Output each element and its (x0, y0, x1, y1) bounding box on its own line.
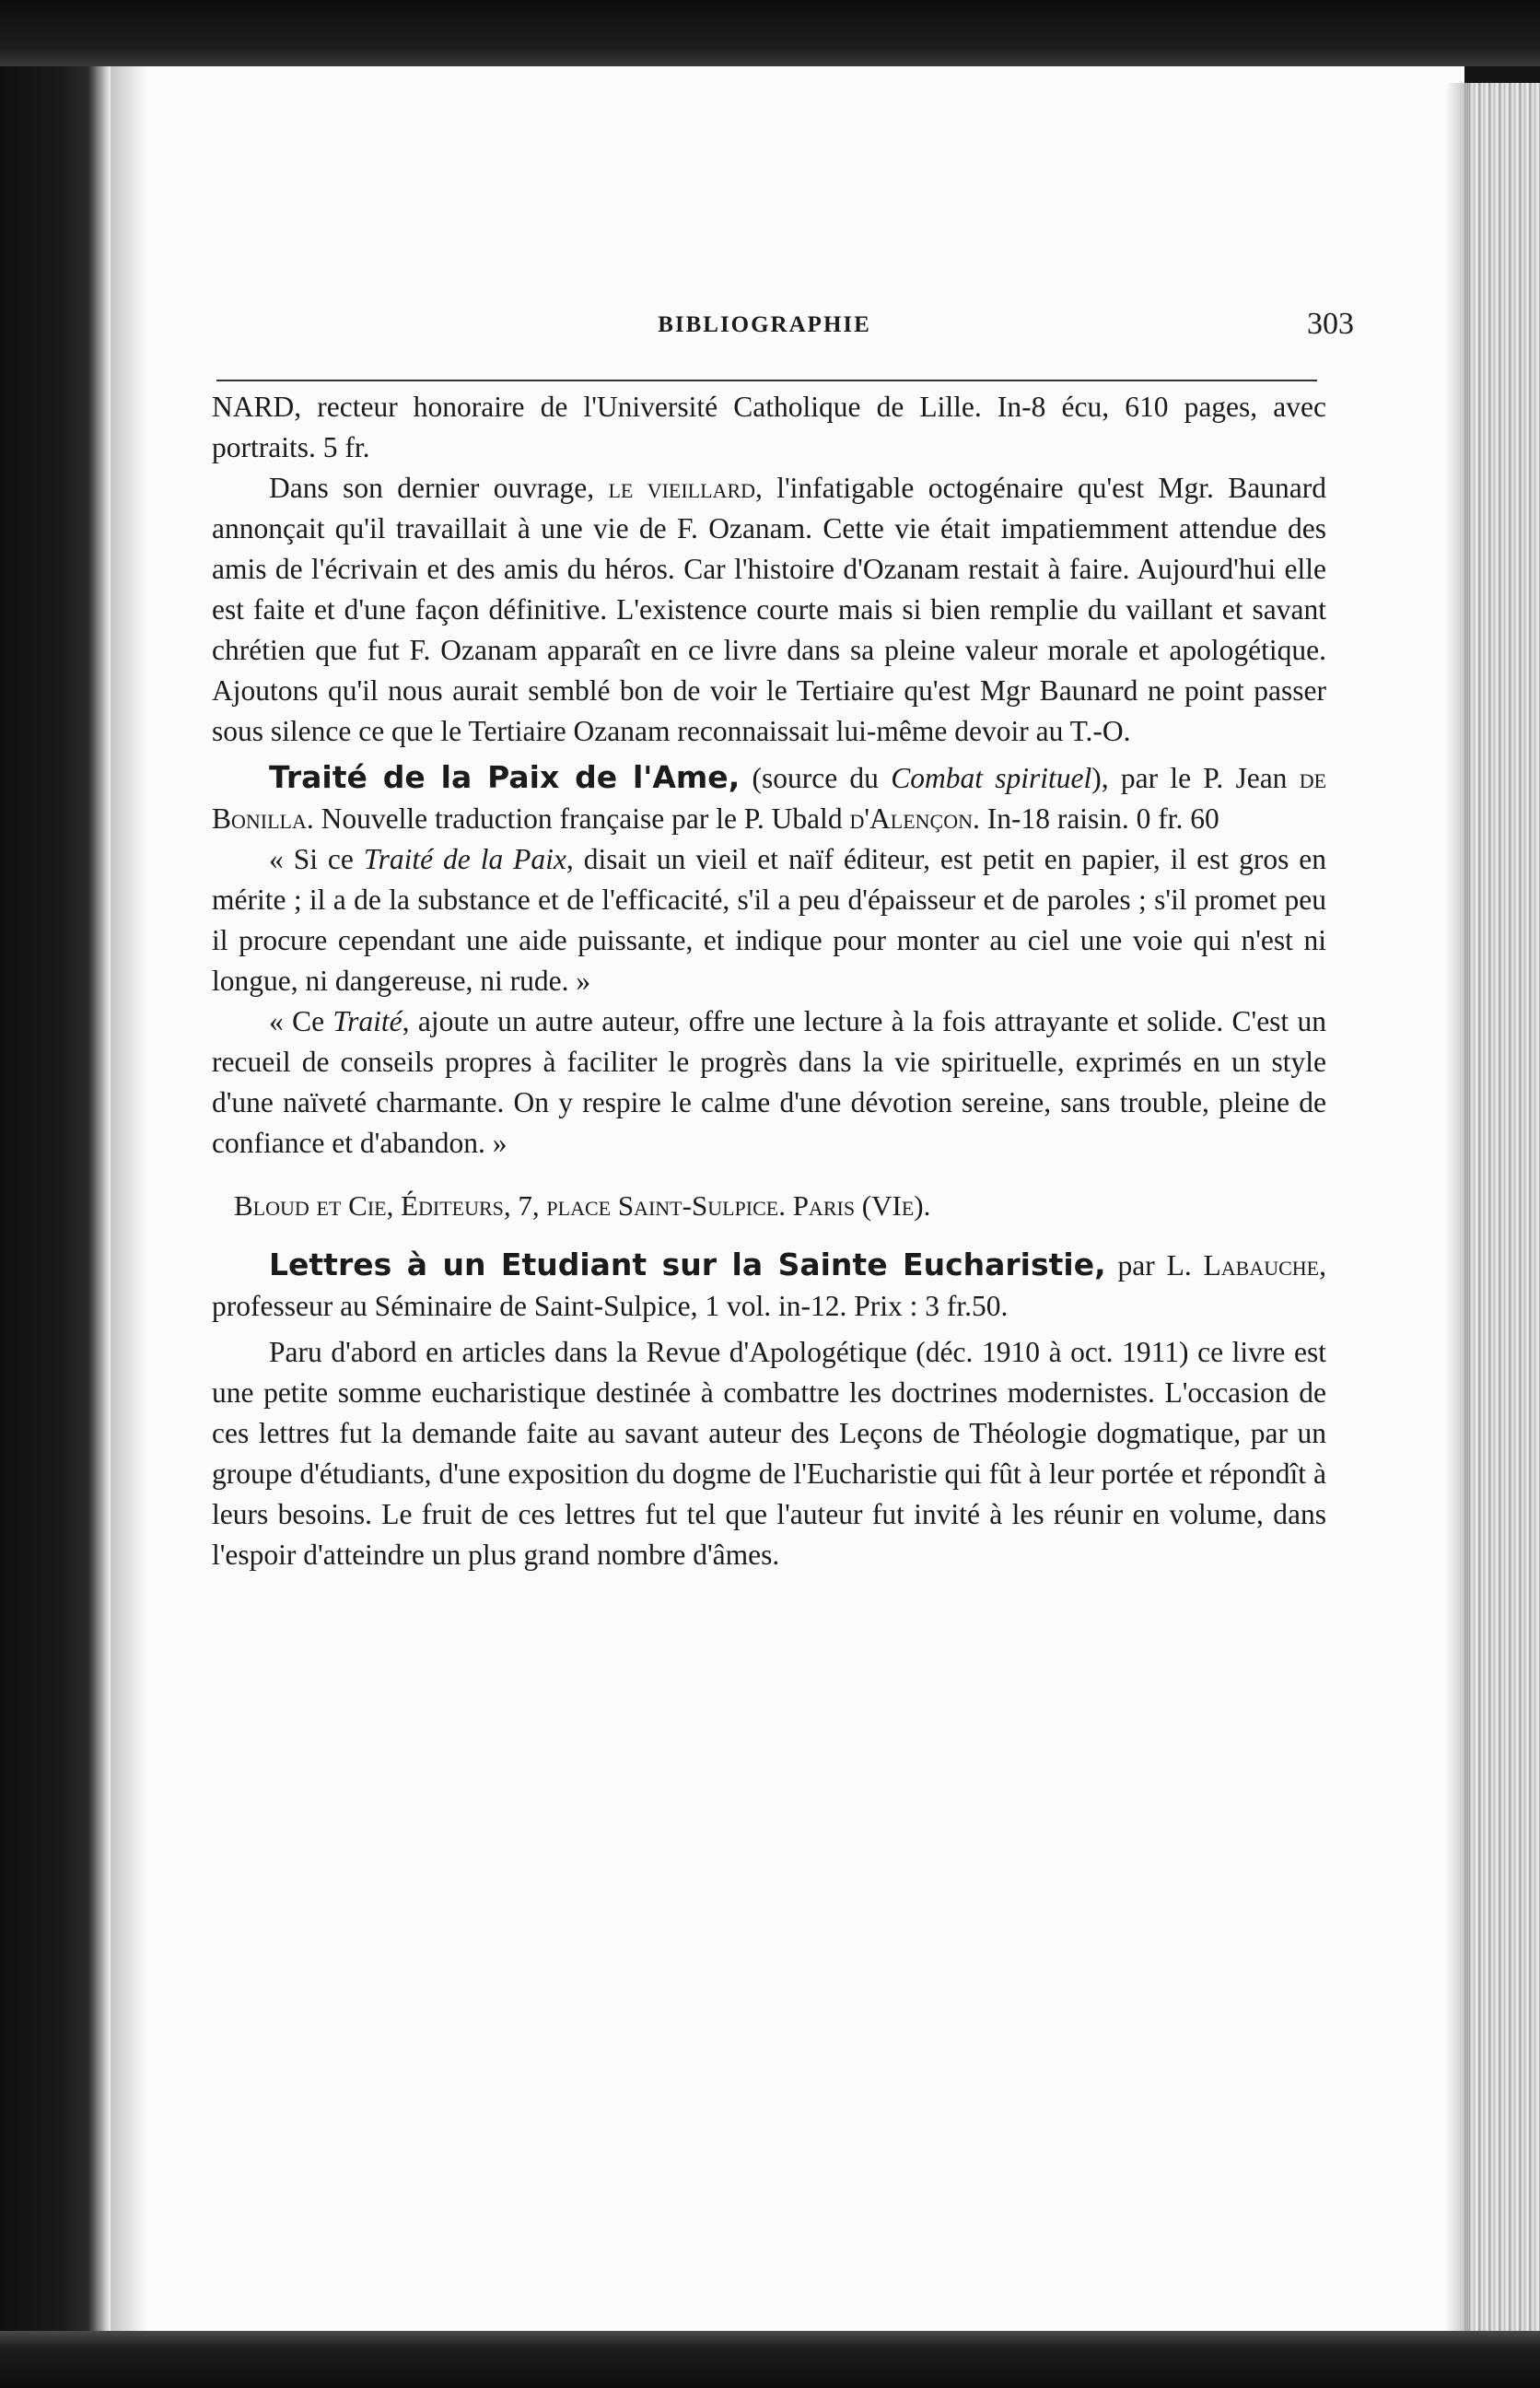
entry-2-source-open: (source du (740, 762, 892, 794)
entry-1-author-fragment: NARD (212, 391, 295, 423)
entry-1-reference (212, 387, 1326, 468)
entry-2-quote-1-text: , disait un vieil et naïf éditeur, est petit en papier, il est gros en mérite ; il a de la substance et de l'efficacité, s'il a peu d'épaisseur et de paroles ; s'il promet peu il procure cependant une aide puissante, et indique pour monter au ciel une voie qui n'est ni longue, ni dangereuse, ni rude. » (212, 843, 1327, 997)
entry-1-details: , recteur honoraire de l'Université Catholique de Lille. In-8 écu, 610 pages, avec portraits. 5 fr. (212, 391, 1326, 463)
entry-1-book-title: le vieillard (608, 472, 756, 504)
entry-2-quote-2-title: Traité (332, 1005, 402, 1037)
entry-2-quote-2-open: « Ce (269, 1005, 333, 1037)
entry-1-review-lead: Dans son dernier ouvrage, (269, 472, 609, 504)
entry-2-source-title: Combat spirituel (891, 762, 1092, 794)
running-head (212, 301, 1354, 366)
spine-shadow (111, 66, 147, 2331)
page-number: 303 (1307, 307, 1354, 341)
entry-3-reference (212, 1245, 1326, 1327)
entry-3-details: , professeur au Séminaire de Saint-Sulpice, 1 vol. in-12. Prix : 3 fr.50. (212, 1249, 1326, 1322)
publisher-line: Bloud et Cie, Éditeurs, 7, place Saint-Sulpice. Paris (VIe). (234, 1189, 931, 1222)
entry-3-author: L. Labauche (1166, 1249, 1320, 1282)
entry-2-format: . In-18 raisin. 0 fr. 60 (972, 802, 1219, 835)
entry-1-review-body: , l'infatigable octogénaire qu'est Mgr. Baunard annonçait qu'il travaillait à une vie de F. Ozanam. Cette vie était impatiemment attendue des amis de l'écrivain et des amis du héros. Car l'histoire d'Ozanam restait à faire. Aujourd'hui elle est faite et d'une façon définitive. L'existence courte mais si bien remplie du vaillant et savant chrétien que fut F. Ozanam apparaît en ce livre dans sa pleine valeur morale et apologétique. Ajoutons qu'il nous aurait semblé bon de voir le Tertiaire qu'est Mgr Baunard ne point passer sous silence ce que le Tertiaire Ozanam reconnaissait lui-même devoir au T.-O. (212, 472, 1326, 747)
page-edge-shadow (1446, 83, 1468, 2331)
entry-2-translator: d'Alençon (849, 802, 973, 835)
entry-2-source-close: ), par le P. Jean (1091, 762, 1300, 794)
entry-2-quote-2 (212, 1001, 1326, 1164)
page-text (212, 387, 1326, 1575)
scan-border-bottom (0, 2331, 1540, 2388)
entry-3-title: Lettres à un Etudiant sur la Sainte Eucharistie, (269, 1247, 1106, 1282)
entry-2-title: Traité de la Paix de l'Ame, (269, 759, 741, 795)
entry-2-translation: . Nouvelle traduction française par le P. Ubald (306, 802, 850, 835)
entry-3-par: par (1105, 1249, 1167, 1282)
entry-2-quote-2-text: , ajoute un autre auteur, offre une lecture à la fois attrayante et solide. C'est un recueil de conseils propres à faciliter le progrès dans la vie spirituelle, exprimés en un style d'une naïveté charmante. On y respire le calme d'une dévotion sereine, sans trouble, pleine de confiance et d'abandon. » (212, 1005, 1327, 1159)
entry-1-review (212, 468, 1326, 752)
book-page (111, 66, 1464, 2331)
running-title: BIBLIOGRAPHIE (658, 312, 871, 337)
entry-2-reference (212, 757, 1326, 839)
entry-3-review: Paru d'abord en articles dans la Revue d'Apologétique (déc. 1910 à oct. 1911) ce livre est une petite somme eucharistique destinée à combattre les doctrines modernistes. L'occasion de ces lettres fut la demande faite au savant auteur des Leçons de Théologie dogmatique, par un groupe d'étudiants, d'une exposition du dogme de l'Eucharistie qui fût à leur portée et répondît à leurs besoins. Le fruit de ces lettres fut tel que l'auteur fut invité à les réunir en volume, dans l'espoir d'atteindre un plus grand nombre d'âmes. (212, 1336, 1326, 1571)
scan-border-left (0, 0, 111, 2388)
entry-2-quote-1-open: « Si ce (269, 843, 364, 875)
scan-border-top (0, 0, 1540, 66)
entry-2-quote-1-title: Traité de la Paix (363, 843, 566, 875)
entry-2-author: de Bonilla (212, 762, 1327, 835)
header-rule (216, 380, 1317, 381)
book-page-edges (1464, 83, 1540, 2331)
entry-2-quote-1 (212, 839, 1326, 1001)
